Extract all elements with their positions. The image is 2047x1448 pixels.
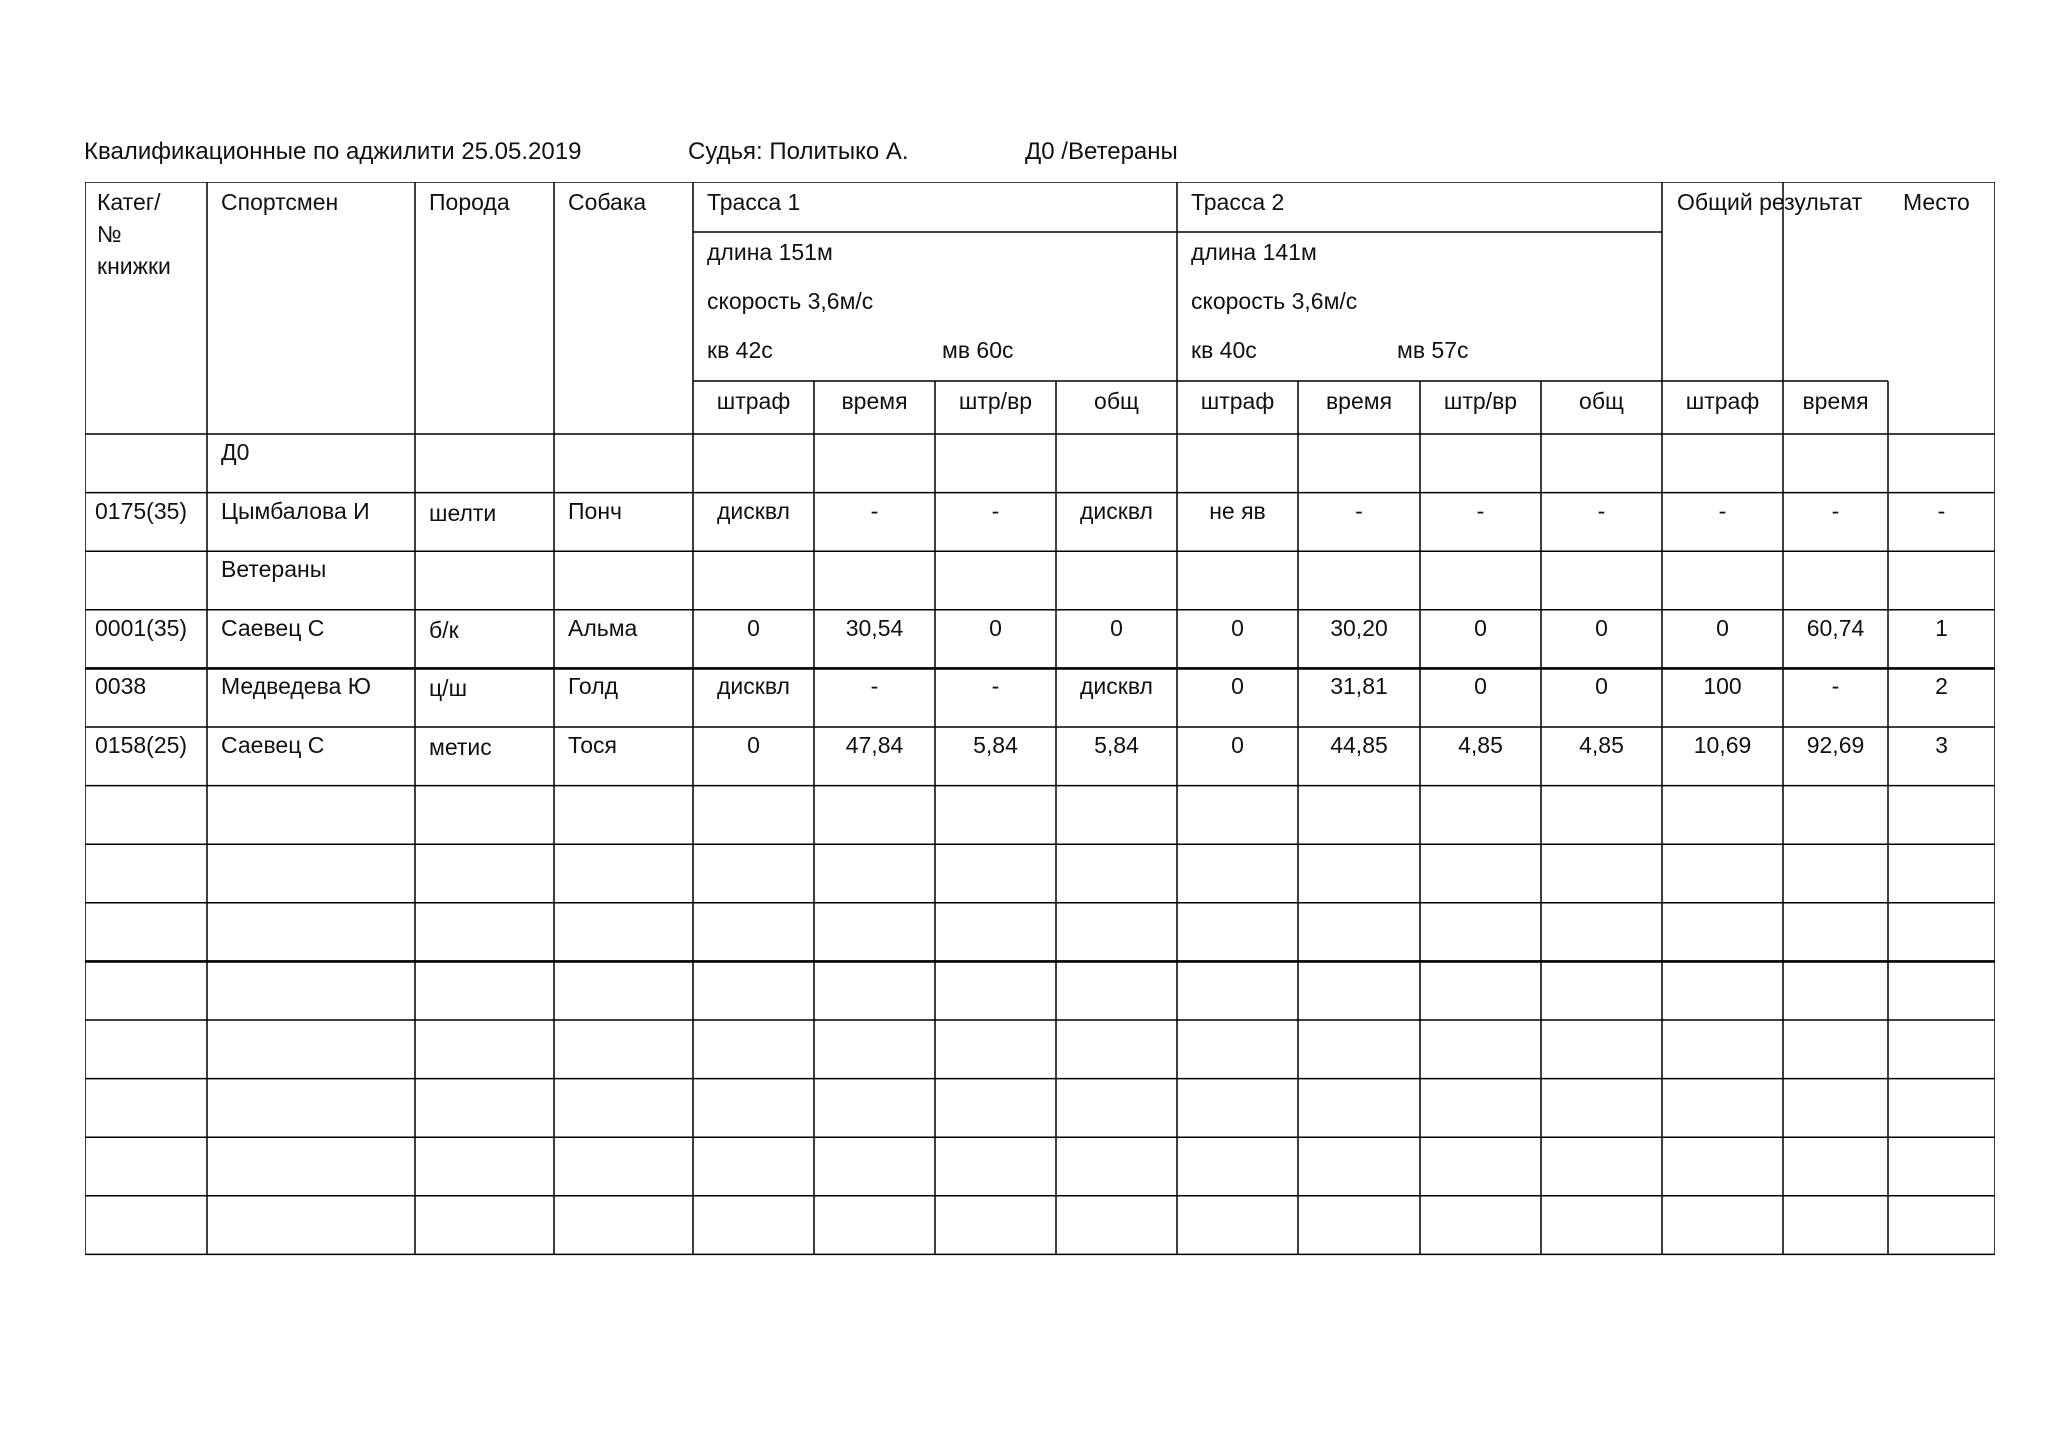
result-value: 4,85 <box>1458 732 1503 758</box>
result-value: 0 <box>1110 614 1123 641</box>
result-value: 3 <box>1935 732 1948 758</box>
result-value: 0 <box>1231 732 1244 758</box>
result-value: 0 <box>747 614 760 641</box>
result-value: не яв <box>1209 497 1266 524</box>
result-value: 1 <box>1935 614 1948 641</box>
dog-name: Понч <box>568 497 623 524</box>
subheader-7: общ <box>1579 388 1624 414</box>
result-value: 92,69 <box>1806 732 1865 758</box>
result-value: - <box>1476 497 1485 524</box>
subheader-4: штраф <box>1200 388 1275 414</box>
result-value: 100 <box>1703 673 1742 700</box>
course-length: длина 141м <box>1191 239 1317 265</box>
subheader-6: штр/вр <box>1443 388 1518 414</box>
result-value: 31,81 <box>1330 673 1388 700</box>
result-value: 4,85 <box>1579 732 1624 758</box>
judge-name: Судья: Политыко А. <box>688 138 909 165</box>
dog-name: Тося <box>568 732 617 758</box>
result-value: дисквл <box>1080 497 1153 524</box>
header-categ: № <box>97 221 122 247</box>
book-number: 0158(25) <box>95 732 188 758</box>
subheader-1: время <box>841 388 908 414</box>
result-value: - <box>1937 497 1946 524</box>
result-value: - <box>870 673 879 700</box>
result-value: - <box>1831 497 1840 524</box>
result-value: дисквл <box>717 673 790 700</box>
document-header <box>0 138 2047 174</box>
subheader-3: общ <box>1094 388 1139 414</box>
result-value: 47,84 <box>845 732 904 758</box>
course-speed: скорость 3,6м/с <box>1191 288 1358 314</box>
dog-name: Голд <box>568 673 619 700</box>
subheader-0: штраф <box>716 388 791 414</box>
subheader-5: время <box>1325 388 1393 414</box>
result-value: 0 <box>989 614 1002 641</box>
result-value: 10,69 <box>1693 732 1752 758</box>
course-length: длина 151м <box>707 239 833 265</box>
breed: б/к <box>429 616 459 643</box>
result-value: 2 <box>1935 673 1948 700</box>
result-value: - <box>1718 497 1727 524</box>
course-speed: скорость 3,6м/с <box>707 288 874 314</box>
result-value: 0 <box>1474 673 1487 700</box>
book-number: 0175(35) <box>95 497 188 524</box>
class-category: Д0 /Ветераны <box>1025 138 1178 165</box>
athlete-name: Медведева Ю <box>221 673 371 700</box>
course-qualifying-time: кв 40с <box>1191 337 1257 363</box>
header-dog: Собака <box>568 189 647 215</box>
athlete-name: Цымбалова И <box>221 497 370 524</box>
header-categ: Катег/ <box>97 189 161 215</box>
result-value: 30,20 <box>1330 614 1388 641</box>
header-place: Место <box>1903 189 1970 215</box>
result-value: 5,84 <box>973 732 1018 758</box>
result-value: - <box>991 673 1000 700</box>
athlete-name: Саевец С <box>221 614 325 641</box>
dog-name: Альма <box>568 614 638 641</box>
result-value: 0 <box>1595 673 1608 700</box>
group-label: Ветераны <box>221 556 327 583</box>
result-value: 0 <box>747 732 760 758</box>
course-max-time: мв 57с <box>1397 337 1469 363</box>
subheader-9: время <box>1802 388 1869 414</box>
course-qualifying-time: кв 42с <box>707 337 773 363</box>
course-max-time: мв 60с <box>942 337 1014 363</box>
course-name: Трасса 2 <box>1191 189 1285 215</box>
result-value: 60,74 <box>1806 614 1865 641</box>
result-value: - <box>1597 497 1606 524</box>
subheader-2: штр/вр <box>958 388 1033 414</box>
athlete-name: Саевец С <box>221 732 325 758</box>
subheader-8: штраф <box>1685 388 1760 414</box>
breed: метис <box>429 734 492 760</box>
result-value: 30,54 <box>845 614 904 641</box>
result-value: 44,85 <box>1330 732 1388 758</box>
book-number: 0001(35) <box>95 614 188 641</box>
table-grid <box>85 182 1995 1258</box>
result-value: 0 <box>1716 614 1729 641</box>
result-value: 5,84 <box>1094 732 1139 758</box>
breed: ц/ш <box>429 675 468 702</box>
result-value: - <box>1355 497 1363 524</box>
result-value: - <box>991 497 1000 524</box>
result-value: 0 <box>1231 673 1244 700</box>
result-value: 0 <box>1474 614 1487 641</box>
result-value: - <box>870 497 879 524</box>
header-categ: книжки <box>97 253 171 279</box>
result-value: 0 <box>1231 614 1244 641</box>
course-name: Трасса 1 <box>707 189 801 215</box>
result-value: - <box>1831 673 1840 700</box>
document-title: Квалификационные по аджилити 25.05.2019 <box>84 138 582 165</box>
result-value: дисквл <box>717 497 790 524</box>
header-breed: Порода <box>429 189 510 215</box>
results-table <box>85 182 1995 1258</box>
result-value: дисквл <box>1080 673 1153 700</box>
header-athlete: Спортсмен <box>221 189 339 215</box>
result-value: 0 <box>1595 614 1608 641</box>
book-number: 0038 <box>95 673 147 700</box>
breed: шелти <box>429 499 497 526</box>
header-total-result: Общий результат <box>1677 189 1863 215</box>
group-label: Д0 <box>221 439 250 465</box>
